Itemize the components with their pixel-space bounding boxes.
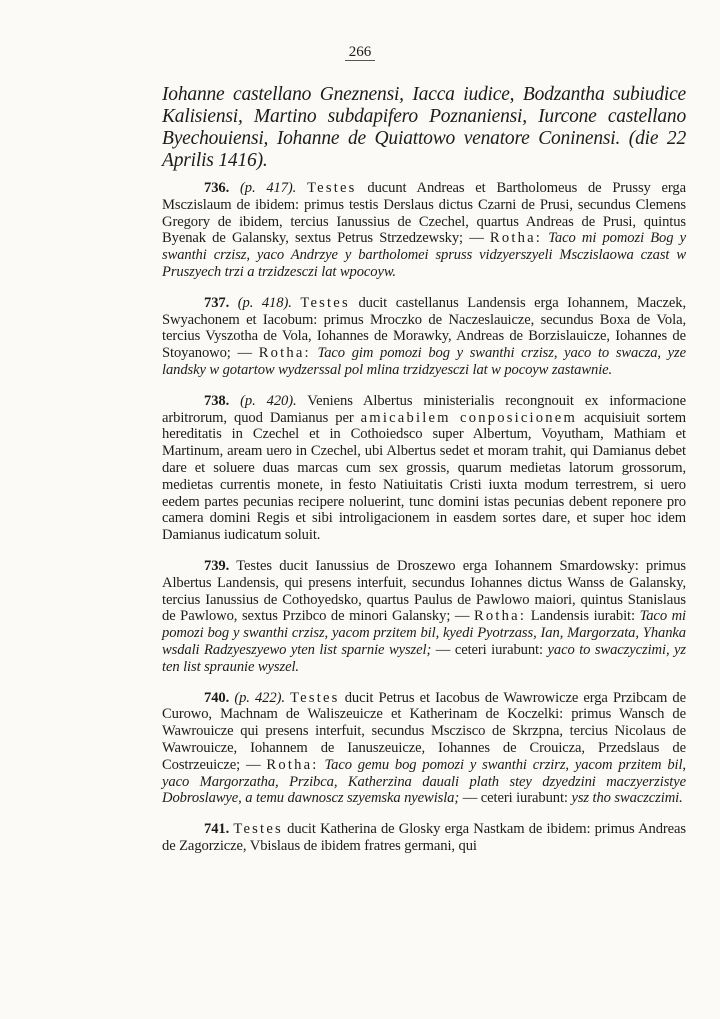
entry-740: 740. (p. 422). Testes ducit Petrus et Iacobus de Wawrowicze erga Przibcam de Curowo, Machnam de Waliszeuicze et Katherinam de Koczelki: primus Wansch de Wawrouicze qui presens interfuit, secundus Msczisco de Skrzpna, tercius Nicolaus de Wawrouicze, Iohannem de Ianuszeuicze, Iohannes de Crouicza, Przedslaus de Costrzeuicze; — Rotha: Taco gemu bog pomozi y swanthi crzirz, yacom przitem bil, yaco Margorzatha, Przibca, Katherzina dauali plath stey dzyedzini maczyerzistye Dobroslawye, a temu dawnoscz szyemska nyewisla; — ceteri iurabunt: ysz tho swaczczimi. — [162, 689, 687, 807]
entries — [162, 180, 686, 869]
entry-737: 737. (p. 418). Testes ducit castellanus Landensis erga Iohannem, Maczek, Swyachonem et Iacobum: primus Mroczko de Naczeslauicze, secundus Boxa de Vola, tercius Vyszotha de Vola, Iohannes de Morawky, Andreas de Borzislauicze, Iohannes de Stoyanowo; — Rotha: Taco gim pomozi bog y swanthi crzisz, yaco to swacza, yze landsky w gotartow wydzerssal pol mlina trzidzyesczi lat w pocoyw zastawnie. — [162, 294, 687, 378]
entry-739: 739. Testes ducit Ianussius de Droszewo erga Iohannem Smardowsky: primus Albertus Landensis, qui presens interfuit, secundus Iohannes dictus Wanss de Galansky, tercius Ianussius de Cothoyedsko, quartus Paulus de Pawlowo maiori, quintus Stanislaus de Pawlowo, sextus Przibco de minori Galansky; — Rotha: Landensis iurabit: Taco mi pomozi bog y swanthi crzisz, yacom przitem bil, kyedi Pyotrzass, Ian, Margorzata, Yhanka wsdali Radzyeszyewo yten list sparnie wyszel; — ceteri iurabunt: yaco to swaczyczimi, yz ten list spraunie wyszel. — [162, 557, 687, 675]
intro-paragraph: Iohanne castellano Gneznensi, Iacca iudice, Bodzantha subiudice Kalisiensi, Martino subdapifero Poznaniensi, Iurcone castellano Byechouiensi, Iohanne de Quiattowo venatore Coninensi. (die 22 Aprilis 1416). — [162, 84, 686, 171]
entry-736: 736. (p. 417). Testes ducunt Andreas et Bartholomeus de Prussy erga Msczislaum de ibidem: primus testis Derslaus dictus Czarni de Prusi, secundus Clemens Gregory de ibidem, tercius Ianussius de Czechel, quartus Andreas de Prusi, quintus Byenak de Galansky, sextus Petrus Strzedzewsky; — Rotha: Taco mi pomozi Bog y swanthi crzisz, yaco Andrzye y bartholomei spruss vidzyerszyeli Msczislaowa czast w Pruszyech trzi a trzidzesczi lat wpocoyw. — [162, 180, 686, 280]
entry-738: 738. (p. 420). Veniens Albertus ministerialis recongnouit ex informacione arbitrorum, quod Damianus per amicabilem conposicionem acquisiuit sortem hereditatis in Czechel et in Cothoiedsco super Albertum, Voyutham, Mathiam et Martinum, aream uero in Czechel, ubi Albertus sedet et moram trahit, qui Damianus debet dare et soluere duas marcas cum sex grossis, quarum medietas latorum grossorum, medietas currentis monete, in festo Natiuitatis Cristi iuxta modum terrestrem, si uero eedem partes pecunias recipere noluerint, tunc domini istas pecunias debent reponere pro camera domini Regis et sibi introligacionem in easdem sortes dare, et super hoc idem Damianus iudicatum soluit. — [162, 392, 687, 544]
entry-741: 741. Testes ducit Katherina de Glosky erga Nastkam de ibidem: primus Andreas de Zagorzicze, Vbislaus de ibidem fratres germani, qui — [162, 821, 686, 854]
page-number: 266 — [0, 44, 720, 61]
